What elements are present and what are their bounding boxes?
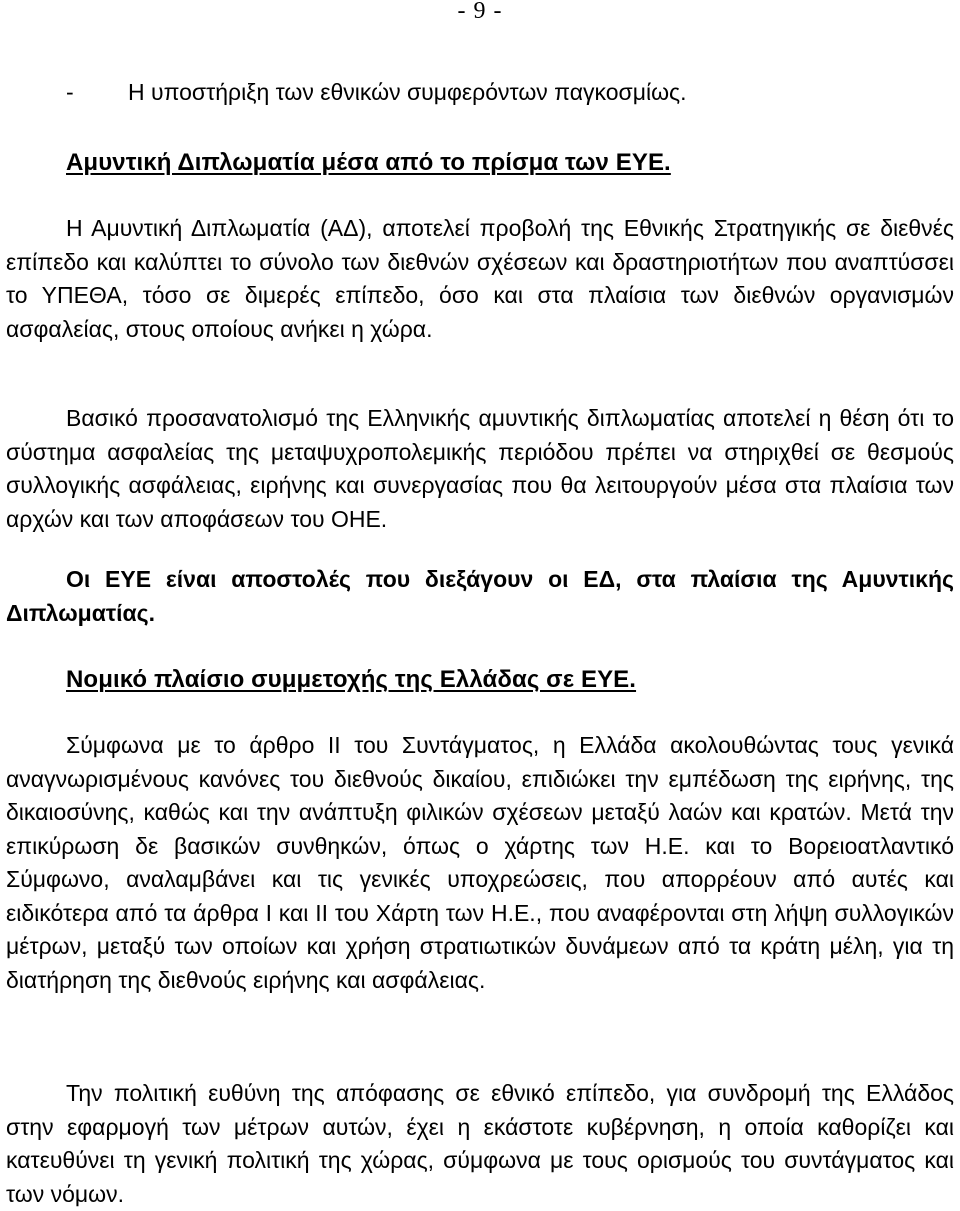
bullet-text: Η υποστήριξη των εθνικών συμφερόντων παγκοσμίως. [128, 79, 687, 105]
paragraph-constitution-article: Σύμφωνα με το άρθρο ΙΙ του Συντάγματος, η Ελλάδα ακολουθώντας τους γενικά αναγνωρισμένους κανόνες του διεθνούς δικαίου, επιδιώκει την εμπέδωση της ειρήνης, της δικαιοσύνης, καθώς και την ανάπτυξη φιλικών σχέσεων μεταξύ λαών και κρατών. Μετά την επικύρωση δε βασικών συνθηκών, όπως ο χάρτης των Η.Ε. και το Βορειοατλαντικό Σύμφωνο, αναλαμβάνει και τις γενικές υποχρεώσεις, που απορρέουν από αυτές και ειδικότερα από τα άρθρα Ι και ΙΙ του Χάρτη των Η.Ε., που αναφέρονται στη λήψη συλλογικών μέτρων, μεταξύ των οποίων και χρήση στρατιωτικών δυνάμεων από τα κράτη μέλη, για τη διατήρηση της διεθνούς ειρήνης και ασφάλειας. [6, 732, 954, 993]
paragraph-political-responsibility: Την πολιτική ευθύνη της απόφασης σε εθνικό επίπεδο, για συνδρομή της Ελλάδος στην εφαρμογή των μέτρων αυτών, έχει η εκάστοτε κυβέρνηση, η οποία καθορίζει και κατευθύνει τη γενική πολιτική της χώρας, σύμφωνα με τους ορισμούς του συντάγματος και των νόμων. [6, 1080, 954, 1207]
paragraph-greek-orientation: Βασικό προσανατολισμό της Ελληνικής αμυντικής διπλωματίας αποτελεί η θέση ότι το σύστημα ασφαλείας της μεταψυχροπολεμικής περιόδου πρέπει να στηριχθεί σε θεσμούς συλλογικής ασφάλειας, ειρήνης και συνεργασίας που θα λειτουργούν μέσα στα πλαίσια των αρχών και των αποφάσεων του ΟΗΕ. [6, 405, 954, 532]
paragraph-peace-support-missions: Οι ΕΥΕ είναι αποστολές που διεξάγουν οι ΕΔ, στα πλαίσια της Αμυντικής Διπλωματίας. [6, 566, 954, 626]
bullet-item [66, 76, 687, 110]
section-heading-legal-framework: Νομικό πλαίσιο συμμετοχής της Ελλάδας σε ΕΥΕ. [66, 666, 637, 693]
page-number: - 9 - [457, 0, 503, 24]
section-heading-defence-diplomacy: Αμυντική Διπλωματία μέσα από το πρίσμα των ΕΥΕ. [66, 149, 671, 176]
bullet-dash: - [66, 79, 74, 105]
paragraph-defence-diplomacy-definition: Η Αμυντική Διπλωματία (ΑΔ), αποτελεί προβολή της Εθνικής Στρατηγικής σε διεθνές επίπεδο και καλύπτει το σύνολο των διεθνών σχέσεων και δραστηριοτήτων που αναπτύσσει το ΥΠΕΘΑ, τόσο σε διμερές επίπεδο, όσο και στα πλαίσια των διεθνών οργανισμών ασφαλείας, στους οποίους ανήκει η χώρα. [6, 215, 954, 342]
